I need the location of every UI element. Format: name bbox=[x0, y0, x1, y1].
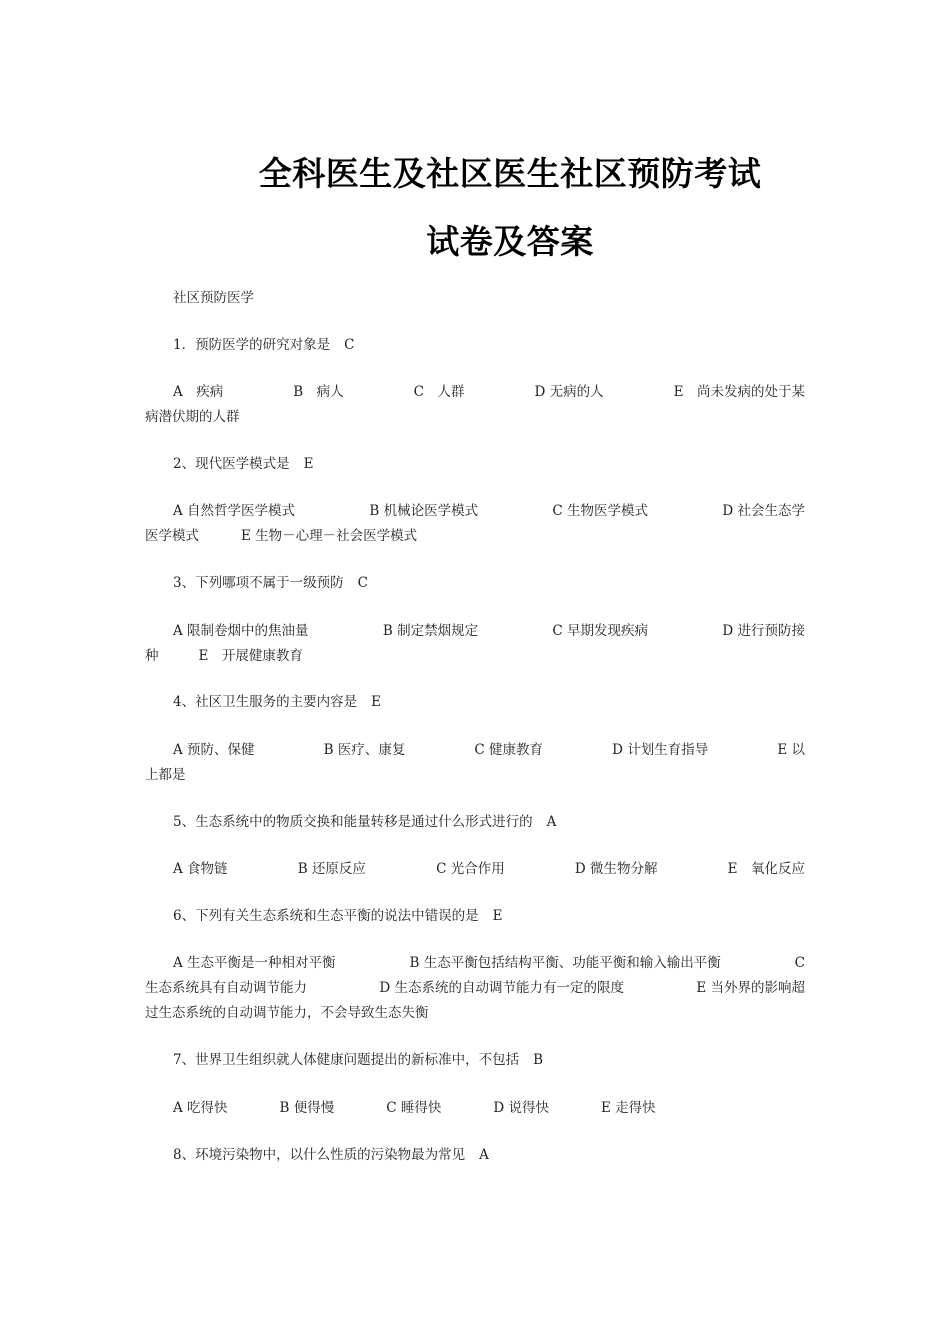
option-d: D 微生物分解 bbox=[574, 861, 658, 877]
question-answer: A bbox=[479, 1147, 489, 1163]
document-title-line2: 试卷及答案 bbox=[426, 222, 594, 261]
option-d: D 说得快 bbox=[493, 1100, 550, 1116]
option-a: A 自然哲学医学模式 bbox=[173, 503, 296, 519]
question-7-stem bbox=[145, 1048, 833, 1073]
option-d: D 社会生态学 bbox=[722, 503, 805, 519]
question-3-options bbox=[145, 619, 805, 669]
question-stem-text: 2、现代医学模式是 bbox=[173, 456, 290, 472]
option-c: C bbox=[794, 955, 805, 971]
question-1-options bbox=[145, 380, 805, 430]
option-a: A 限制卷烟中的焦油量 bbox=[173, 623, 309, 639]
question-1-stem bbox=[145, 333, 833, 358]
question-5-stem bbox=[145, 810, 833, 835]
option-e: E 尚未发病的处于某 bbox=[673, 384, 805, 400]
option-c: C 人群 bbox=[413, 384, 465, 400]
option-a: A 吃得快 bbox=[173, 1100, 228, 1116]
question-2-stem bbox=[145, 452, 833, 477]
question-stem-text: 7、世界卫生组织就人体健康问题提出的新标准中，不包括 bbox=[173, 1052, 520, 1068]
question-answer: C bbox=[357, 575, 368, 591]
option-a: A 食物链 bbox=[173, 861, 228, 877]
question-answer: E bbox=[371, 694, 381, 710]
question-7-options bbox=[145, 1096, 805, 1121]
option-d: D 无病的人 bbox=[534, 384, 604, 400]
question-3-stem bbox=[145, 571, 833, 596]
question-2-options bbox=[145, 499, 805, 549]
option-c: C 睡得快 bbox=[386, 1100, 442, 1116]
option-b: B 医疗、康复 bbox=[323, 742, 406, 758]
question-5-options bbox=[145, 857, 805, 882]
option-b: B 病人 bbox=[293, 384, 344, 400]
option-c: C 光合作用 bbox=[436, 861, 505, 877]
question-6-options bbox=[145, 951, 805, 1026]
option-b: B 机械论医学模式 bbox=[369, 503, 479, 519]
option-a: A 预防、保健 bbox=[173, 742, 255, 758]
option-d: D 生态系统的自动调节能力有一定的限度 bbox=[379, 980, 624, 996]
question-answer: A bbox=[546, 814, 557, 830]
question-answer: B bbox=[533, 1052, 544, 1068]
option-e: E 当外界的影响超 bbox=[696, 980, 805, 996]
question-stem-text: 3、下列哪项不属于一级预防 bbox=[173, 575, 344, 591]
option-c-continuation: 生态系统具有自动调节能力 bbox=[145, 980, 307, 996]
option-e: E 开展健康教育 bbox=[198, 648, 303, 664]
option-continuation: 病潜伏期的人群 bbox=[145, 409, 240, 425]
document-title-line1: 全科医生及社区医生社区预防考试 bbox=[258, 154, 762, 193]
option-a: A 疾病 bbox=[173, 384, 224, 400]
question-stem-text: 5、生态系统中的物质交换和能量转移是通过什么形式进行的 bbox=[173, 814, 533, 830]
question-stem-text: 1．预防医学的研究对象是 bbox=[173, 337, 331, 353]
option-d: D 计划生育指导 bbox=[612, 742, 709, 758]
option-b: B 制定禁烟规定 bbox=[382, 623, 479, 639]
option-d: D 进行预防接 bbox=[722, 623, 805, 639]
section-heading: 社区预防医学 bbox=[173, 290, 254, 306]
question-4-stem bbox=[145, 690, 833, 715]
option-e: E 生物－心理－社会医学模式 bbox=[241, 528, 418, 544]
question-stem-text: 6、下列有关生态系统和生态平衡的说法中错误的是 bbox=[173, 908, 479, 924]
option-c: C 生物医学模式 bbox=[552, 503, 649, 519]
option-continuation: 上都是 bbox=[145, 767, 186, 783]
option-e: E 氧化反应 bbox=[727, 861, 805, 877]
option-e: E 以 bbox=[777, 742, 805, 758]
option-b: B 便得慢 bbox=[279, 1100, 335, 1116]
option-b: B 生态平衡包括结构平衡、功能平衡和输入输出平衡 bbox=[409, 955, 721, 971]
option-e: E 走得快 bbox=[601, 1100, 656, 1116]
question-answer: E bbox=[492, 908, 503, 924]
question-8-stem bbox=[145, 1143, 833, 1168]
question-answer: C bbox=[344, 337, 355, 353]
option-b: B 还原反应 bbox=[297, 861, 366, 877]
question-answer: E bbox=[303, 456, 314, 472]
option-continuation: 种 bbox=[145, 648, 159, 664]
option-continuation: 过生态系统的自动调节能力，不会导致生态失衡 bbox=[145, 1005, 429, 1021]
option-c: C 健康教育 bbox=[474, 742, 544, 758]
question-stem-text: 8、环境污染物中，以什么性质的污染物最为常见 bbox=[173, 1147, 466, 1163]
question-stem-text: 4、社区卫生服务的主要内容是 bbox=[173, 694, 358, 710]
question-4-options bbox=[145, 738, 805, 788]
option-continuation: 医学模式 bbox=[145, 528, 199, 544]
option-c: C 早期发现疾病 bbox=[552, 623, 649, 639]
question-6-stem bbox=[145, 904, 833, 929]
option-a: A 生态平衡是一种相对平衡 bbox=[173, 955, 336, 971]
